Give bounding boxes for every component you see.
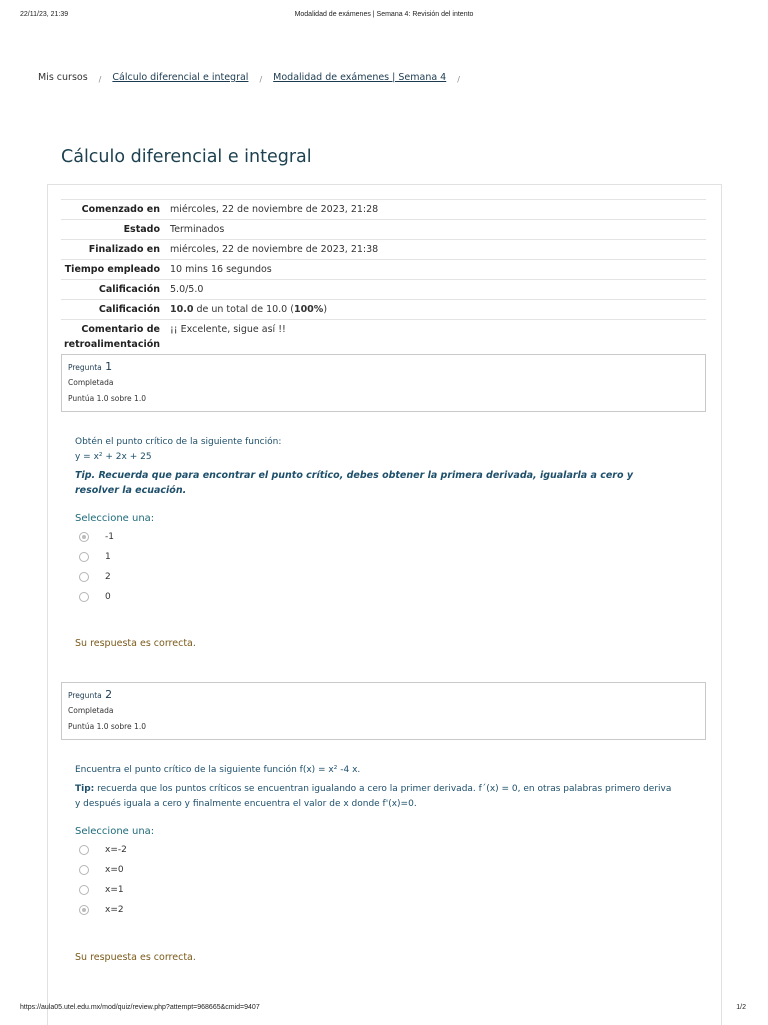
- breadcrumb-my-courses[interactable]: Mis cursos: [38, 72, 88, 83]
- question-text-line: Obtén el punto crítico de la siguiente función:: [75, 437, 282, 447]
- summary-row: [61, 260, 706, 280]
- summary-label-marks: Calificación: [98, 284, 160, 295]
- question-mark: Puntúa 1.0 sobre 1.0: [68, 722, 146, 731]
- breadcrumb-separator: /: [98, 75, 102, 84]
- radio-button-checked[interactable]: [79, 905, 89, 915]
- tip-text: recuerda que los puntos críticos se encuentran igualando a cero la primer derivada. f´(x) = 0, en otras palabras primero deriva y después iguala a cero y finalmente encuentra el valor de x donde f'(x)=0.: [75, 784, 672, 809]
- breadcrumb-quiz[interactable]: Modalidad de exámenes | Semana 4: [273, 72, 447, 83]
- radio-button[interactable]: [79, 865, 89, 875]
- answer-label: -1: [105, 532, 114, 542]
- question-feedback: Su respuesta es correcta.: [75, 638, 196, 649]
- summary-value-marks: 5.0/5.0: [170, 284, 204, 295]
- answer-option[interactable]: [79, 532, 114, 542]
- answer-label: 1: [105, 552, 111, 562]
- print-datetime: 22/11/23, 21:39: [20, 11, 69, 18]
- radio-button[interactable]: [79, 552, 89, 562]
- summary-value-time-taken: 10 mins 16 segundos: [170, 264, 272, 275]
- breadcrumb-separator: /: [457, 75, 460, 84]
- radio-button[interactable]: [79, 885, 89, 895]
- answer-label: 2: [105, 572, 111, 582]
- page-title: Cálculo diferencial e integral: [61, 146, 312, 167]
- answer-option[interactable]: [79, 572, 111, 582]
- summary-row: [61, 220, 706, 240]
- answer-label: x=-2: [105, 845, 127, 855]
- radio-button-checked[interactable]: [79, 532, 89, 542]
- question-number: [68, 360, 112, 373]
- print-page-number: 1/2: [736, 1004, 746, 1011]
- question-prefix: Pregunta: [68, 363, 102, 372]
- answer-option[interactable]: [79, 905, 124, 915]
- question-text-2: Encuentra el punto crítico de la siguiente función f(x) = x² -4 x.: [75, 765, 361, 775]
- summary-value-completed: miércoles, 22 de noviembre de 2023, 21:38: [170, 244, 379, 255]
- summary-label-grade: Calificación: [98, 304, 160, 315]
- answer-option[interactable]: [79, 552, 111, 562]
- summary-value-state: Terminados: [170, 224, 225, 235]
- answer-label: 0: [105, 592, 111, 602]
- question-tip-1: Tip. Recuerda que para encontrar el punto crítico, debes obtener la primera derivada, igualarla a cero y resolver la ecuación.: [75, 470, 634, 496]
- summary-label-started: Comenzado en: [81, 204, 160, 215]
- grade-close: ): [323, 304, 328, 315]
- attempt-summary-table: [61, 199, 706, 354]
- radio-button[interactable]: [79, 572, 89, 582]
- summary-row: [61, 200, 706, 220]
- tip-label: Tip:: [75, 784, 95, 794]
- answer-option[interactable]: [79, 865, 124, 875]
- select-one-label: Seleccione una:: [75, 826, 155, 837]
- radio-button[interactable]: [79, 592, 89, 602]
- question-tip-2: [75, 782, 675, 812]
- question-feedback: Su respuesta es correcta.: [75, 952, 196, 963]
- answer-label: x=2: [105, 905, 124, 915]
- print-title: Modalidad de exámenes | Semana 4: Revisión del intento: [294, 11, 474, 18]
- summary-label-feedback: Comentario de retroalimentación: [63, 324, 160, 350]
- summary-label-completed: Finalizado en: [88, 244, 160, 255]
- question-state: Completada: [68, 706, 114, 715]
- answer-label: x=0: [105, 865, 124, 875]
- summary-row: [61, 300, 706, 320]
- question-info-2: [61, 682, 706, 740]
- answer-label: x=1: [105, 885, 124, 895]
- answer-option[interactable]: [79, 845, 127, 855]
- question-prefix: Pregunta: [68, 691, 102, 700]
- question-number: [68, 688, 112, 701]
- question-info-1: [61, 354, 706, 412]
- breadcrumb: [38, 72, 471, 83]
- select-one-label: Seleccione una:: [75, 513, 155, 524]
- summary-value-feedback: ¡¡ Excelente, sigue así !!: [170, 324, 286, 335]
- question-number-value: 1: [105, 360, 113, 373]
- question-formula: y = x² + 2x + 25: [75, 452, 152, 462]
- question-number-value: 2: [105, 688, 113, 701]
- summary-row: [61, 240, 706, 260]
- question-mark: Puntúa 1.0 sobre 1.0: [68, 394, 146, 403]
- summary-row: [61, 280, 706, 300]
- summary-value-started: miércoles, 22 de noviembre de 2023, 21:28: [170, 204, 379, 215]
- question-text-1: [75, 435, 281, 465]
- print-url: https://aula05.utel.edu.mx/mod/quiz/review.php?attempt=968665&cmid=9407: [20, 1004, 260, 1011]
- breadcrumb-separator: /: [259, 75, 263, 84]
- answer-option[interactable]: [79, 592, 111, 602]
- grade-percent: 100%: [293, 304, 324, 315]
- summary-value-grade: [170, 300, 706, 320]
- grade-total: de un total de 10.0 (: [193, 304, 294, 315]
- answer-option[interactable]: [79, 885, 124, 895]
- grade-value: 10.0: [170, 304, 194, 315]
- radio-button[interactable]: [79, 845, 89, 855]
- summary-label-state: Estado: [123, 224, 160, 235]
- question-state: Completada: [68, 378, 114, 387]
- breadcrumb-course[interactable]: Cálculo diferencial e integral: [112, 72, 249, 83]
- summary-row: [61, 320, 706, 355]
- summary-label-time-taken: Tiempo empleado: [64, 264, 160, 275]
